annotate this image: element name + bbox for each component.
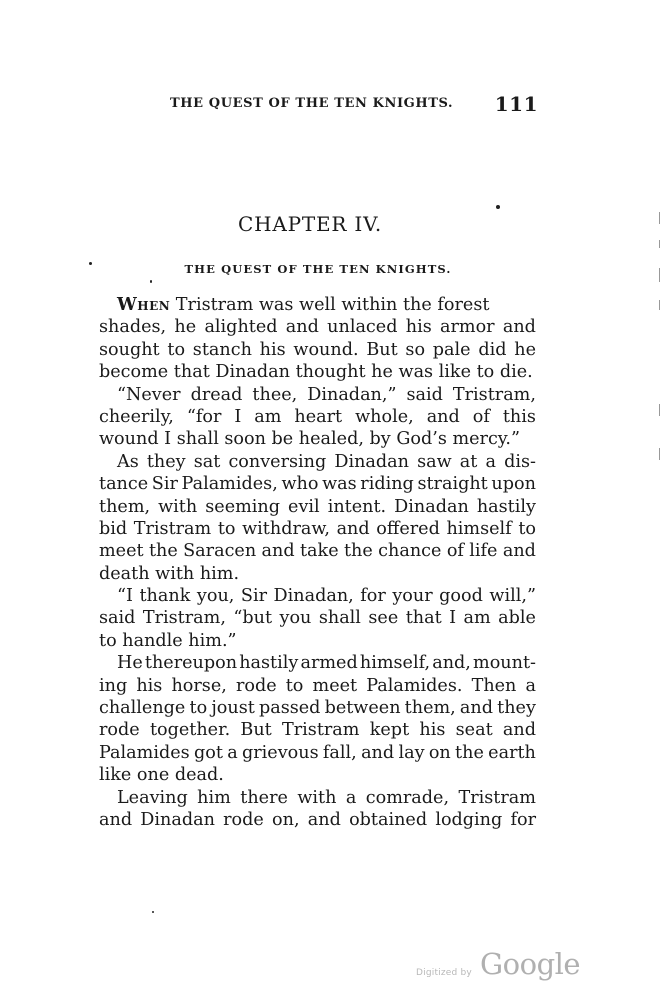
text-line: bid Tristram to withdraw, and offered himself to xyxy=(99,518,536,539)
page-edge-mark xyxy=(659,212,660,224)
text-line: tance Sir Palamides, who was riding straight upon xyxy=(99,474,536,495)
text-line: said Tristram, “but you shall see that I am able xyxy=(99,608,536,629)
watermark-small-text: Digitized by xyxy=(416,968,472,978)
running-title: THE QUEST OF THE TEN KNIGHTS. xyxy=(170,96,454,111)
google-logo: Google xyxy=(480,947,581,981)
text-line: He thereupon hastily armed himself, and, mount- xyxy=(117,653,536,674)
text-line: like one dead. xyxy=(99,765,224,786)
page-edge-mark xyxy=(659,300,660,310)
text-line: become that Dinadan thought he was like to die. xyxy=(99,362,533,383)
ink-speck xyxy=(152,911,154,913)
text-line: As they sat conversing Dinadan saw at a dis- xyxy=(117,451,536,472)
chapter-subtitle: THE QUEST OF THE TEN KNIGHTS. xyxy=(184,262,452,276)
text-line: “I thank you, Sir Dinadan, for your good will,” xyxy=(117,586,536,607)
page-edge-mark xyxy=(659,448,660,460)
digitized-by-google-watermark xyxy=(416,947,581,987)
text-line: wound I shall soon be healed, by God’s mercy.” xyxy=(99,429,520,450)
body-text xyxy=(99,294,536,831)
page-edge-mark xyxy=(659,240,660,248)
text-line: sought to stanch his wound. But so pale did he xyxy=(99,339,536,360)
dropcap-word: When xyxy=(117,294,171,315)
text-line: Leaving him there with a comrade, Tristram xyxy=(117,787,536,808)
text-line: them, with seeming evil intent. Dinadan hastily xyxy=(99,496,536,517)
text-line: “Never dread thee, Dinadan,” said Tristram, xyxy=(117,384,536,405)
chapter-heading: CHAPTER IV. xyxy=(237,212,382,236)
line-text: Tristram was well within the forest xyxy=(170,295,490,315)
page-edge-mark xyxy=(659,404,660,416)
text-line: cheerily, “for I am heart whole, and of this xyxy=(99,406,536,427)
running-head xyxy=(100,92,538,116)
ink-speck xyxy=(150,280,152,283)
text-line: ing his horse, rode to meet Palamides. Then a xyxy=(99,675,536,696)
ink-speck xyxy=(496,205,500,209)
page-number: 111 xyxy=(494,92,538,116)
text-line: to handle him.” xyxy=(99,630,237,651)
line-content xyxy=(117,294,489,316)
text-line: and Dinadan rode on, and obtained lodging for xyxy=(99,809,536,830)
text-line xyxy=(99,294,536,316)
text-line: challenge to joust passed between them, and they xyxy=(99,698,536,719)
text-line: meet the Saracen and take the chance of life and xyxy=(99,541,536,562)
text-line: Palamides got a grievous fall, and lay on the earth xyxy=(99,742,536,763)
page-edge-mark xyxy=(659,268,660,282)
text-line: rode together. But Tristram kept his seat and xyxy=(99,720,536,741)
text-line: shades, he alighted and unlaced his armor and xyxy=(99,317,536,338)
text-line: death with him. xyxy=(99,563,240,584)
